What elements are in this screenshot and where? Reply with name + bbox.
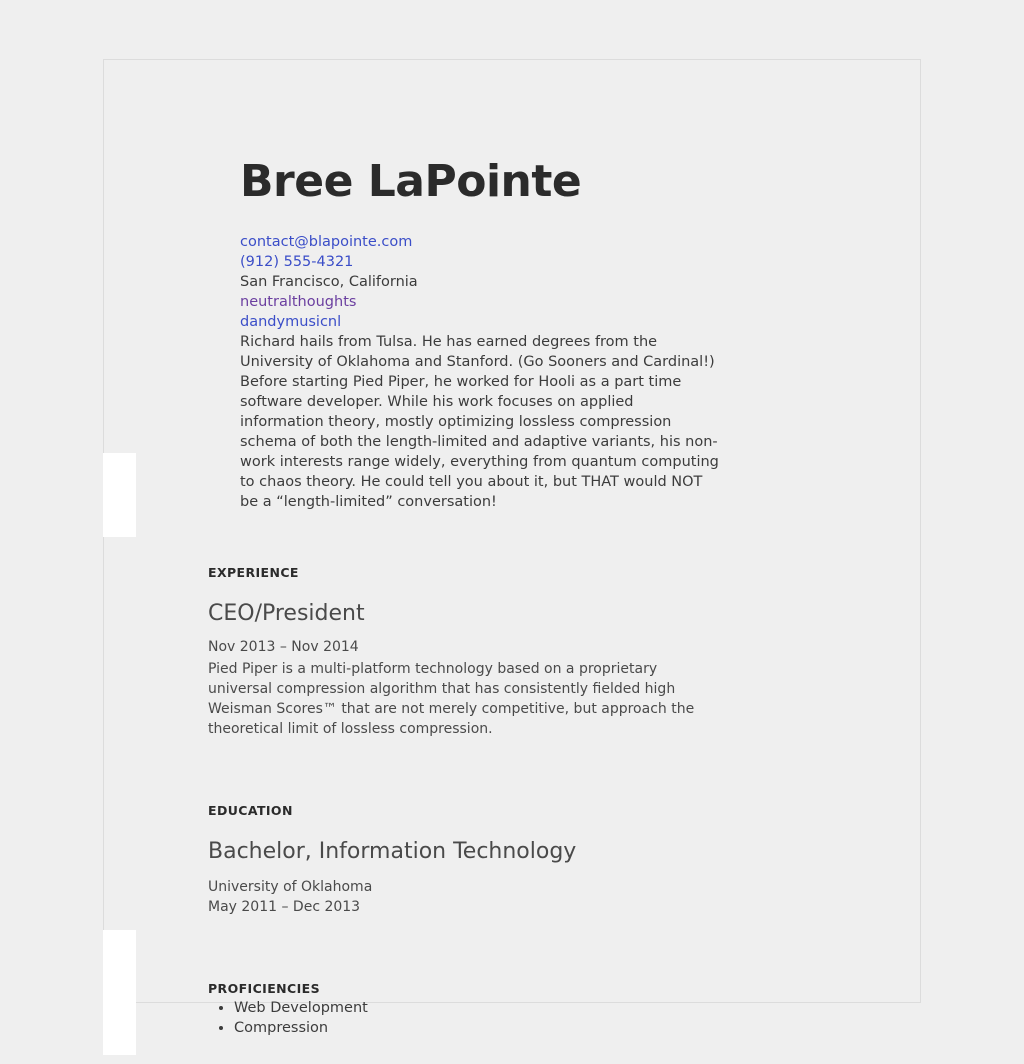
page-title: Bree LaPointe: [240, 156, 582, 207]
education-degree: Bachelor, Information Technology: [208, 839, 577, 864]
overlay-strip-upper: [103, 453, 136, 537]
resume-document: [103, 59, 921, 1036]
proficiencies-list: [208, 998, 368, 1038]
section-heading-experience: EXPERIENCE: [208, 565, 299, 580]
section-heading-education: EDUCATION: [208, 803, 293, 818]
experience-job-title: CEO/President: [208, 601, 365, 626]
education-school: University of Oklahoma: [208, 879, 373, 895]
summary-text: Richard hails from Tulsa. He has earned degrees from the University of Oklahoma and Stanford. (Go Sooners and Cardinal!) Before starting Pied Piper, he worked for Hooli as a part time software developer. While his work focuses on applied information theory, mostly optimizing lossless compression schema of both the length-limited and adaptive variants, his non-work interests range widely, everything from quantum computing to chaos theory. He could tell you about it, but THAT would NOT be a “length-limited” conversation!: [240, 334, 719, 510]
location-text: San Francisco, California: [240, 274, 418, 290]
handle-neutralthoughts-link[interactable]: neutralthoughts: [240, 294, 357, 310]
education-details: [208, 877, 372, 917]
experience-job-dates: Nov 2013 – Nov 2014: [208, 639, 359, 655]
email-link[interactable]: contact@blapointe.com: [240, 234, 413, 250]
contact-block: [240, 232, 720, 512]
education-dates: May 2011 – Dec 2013: [208, 899, 361, 915]
overlay-strip-lower: [103, 930, 136, 1055]
experience-job-description: Pied Piper is a multi-platform technology based on a proprietary universal compression algorithm that has consistently fielded high Weisman Scores™ that are not merely competitive, but approach the theoretical limit of lossless compression.: [208, 661, 695, 737]
list-item: • Web Development: [234, 998, 368, 1018]
section-heading-proficiencies: PROFICIENCIES: [208, 981, 320, 996]
handle-dandymusicnl-link[interactable]: dandymusicnl: [240, 314, 342, 330]
list-item: • Compression: [234, 1018, 368, 1038]
phone-link[interactable]: (912) 555-4321: [240, 254, 354, 270]
